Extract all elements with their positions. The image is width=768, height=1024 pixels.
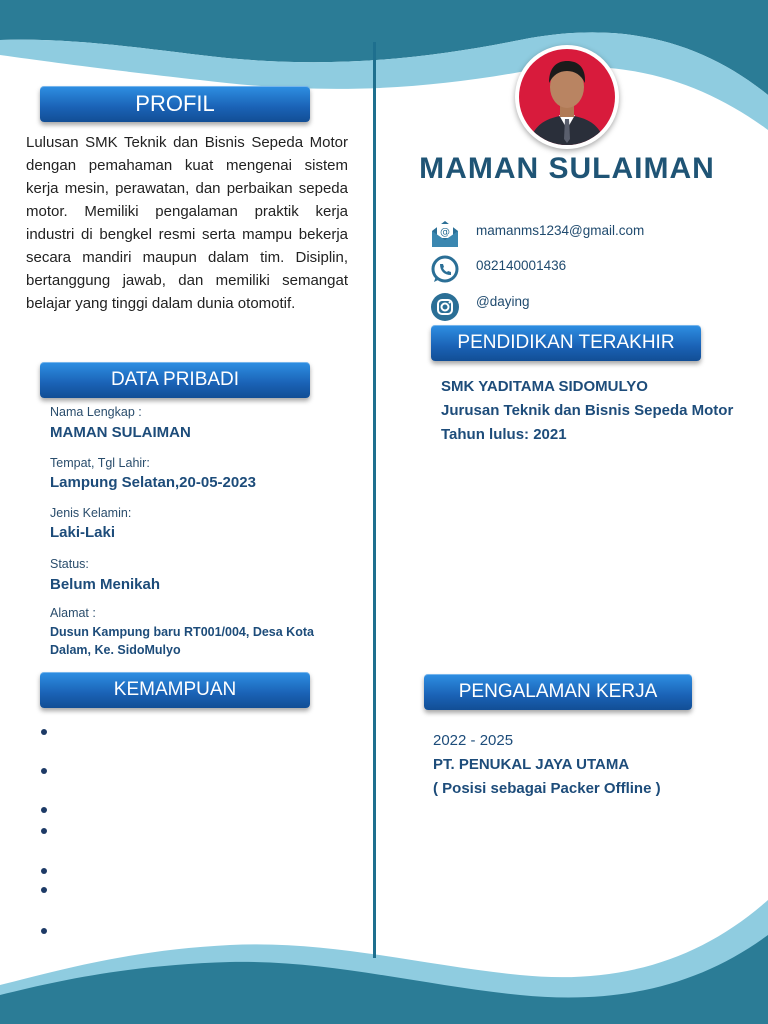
field-value-jenis-kelamin: Laki-Laki [50,524,116,541]
field-label-nama: Nama Lengkap : [50,405,142,419]
experience-period: 2022 - 2025 [433,732,514,749]
pengalaman-heading-label: PENGALAMAN KERJA [458,681,658,702]
experience-position: ( Posisi sebagai Packer Offline ) [433,780,661,797]
profile-photo [515,45,619,149]
data-pribadi-heading [40,362,310,398]
profil-heading [40,86,310,122]
skill-bullet [41,928,47,934]
instagram-text: @daying [476,294,530,309]
profil-text: Lulusan SMK Teknik dan Bisnis Sepeda Motor dengan pemahaman kuat mengenai sistem kerja mesin, perawatan, dan perbaikan sepeda motor. Memiliki pengalaman praktik kerja industri di bengkel resmi serta mampu bekerja secara mandiri maupun dalam tim. Disiplin, bertanggung jawab, dan memiliki semangat belajar yang tinggi dalam dunia otomotif. [26,134,348,312]
field-value-ttl: Lampung Selatan,20-05-2023 [50,474,256,491]
field-value-status: Belum Menikah [50,576,161,593]
education-school: SMK YADITAMA SIDOMULYO [441,378,648,395]
skill-bullet [41,768,47,774]
phone-text: 082140001436 [476,258,567,273]
full-name-heading: MAMAN SULAIMAN [419,152,715,185]
pendidikan-heading [431,325,701,361]
experience-company: PT. PENUKAL JAYA UTAMA [433,756,630,773]
field-label-alamat: Alamat : [50,606,96,620]
skill-bullet [41,807,47,813]
skill-bullet [41,729,47,735]
kemampuan-heading [40,672,310,708]
whatsapp-icon [430,255,460,285]
avatar [519,49,615,145]
column-divider [373,42,376,958]
skill-bullet [41,828,47,834]
field-label-ttl: Tempat, Tgl Lahir: [50,456,150,470]
skill-bullet [41,868,47,874]
kemampuan-heading-label: KEMAMPUAN [113,679,237,700]
education-major: Jurusan Teknik dan Bisnis Sepeda Motor [441,402,734,419]
pengalaman-heading [424,674,692,710]
skill-bullet [41,887,47,893]
svg-text:@: @ [440,227,450,238]
email-text: mamanms1234@gmail.com [476,223,645,238]
pendidikan-heading-label: PENDIDIKAN TERAKHIR [457,332,675,353]
email-icon [430,219,460,249]
education-year: Tahun lulus: 2021 [441,426,567,443]
instagram-icon [430,292,460,322]
field-label-status: Status: [50,557,89,571]
field-value-alamat: Dusun Kampung baru RT001/004, Desa Kota Dalam, Ke. SidoMulyo [50,625,314,657]
profil-heading-label: PROFIL [135,91,215,116]
data-pribadi-heading-label: DATA PRIBADI [110,369,240,390]
field-value-nama: MAMAN SULAIMAN [50,424,191,441]
field-label-jenis-kelamin: Jenis Kelamin: [50,506,132,520]
